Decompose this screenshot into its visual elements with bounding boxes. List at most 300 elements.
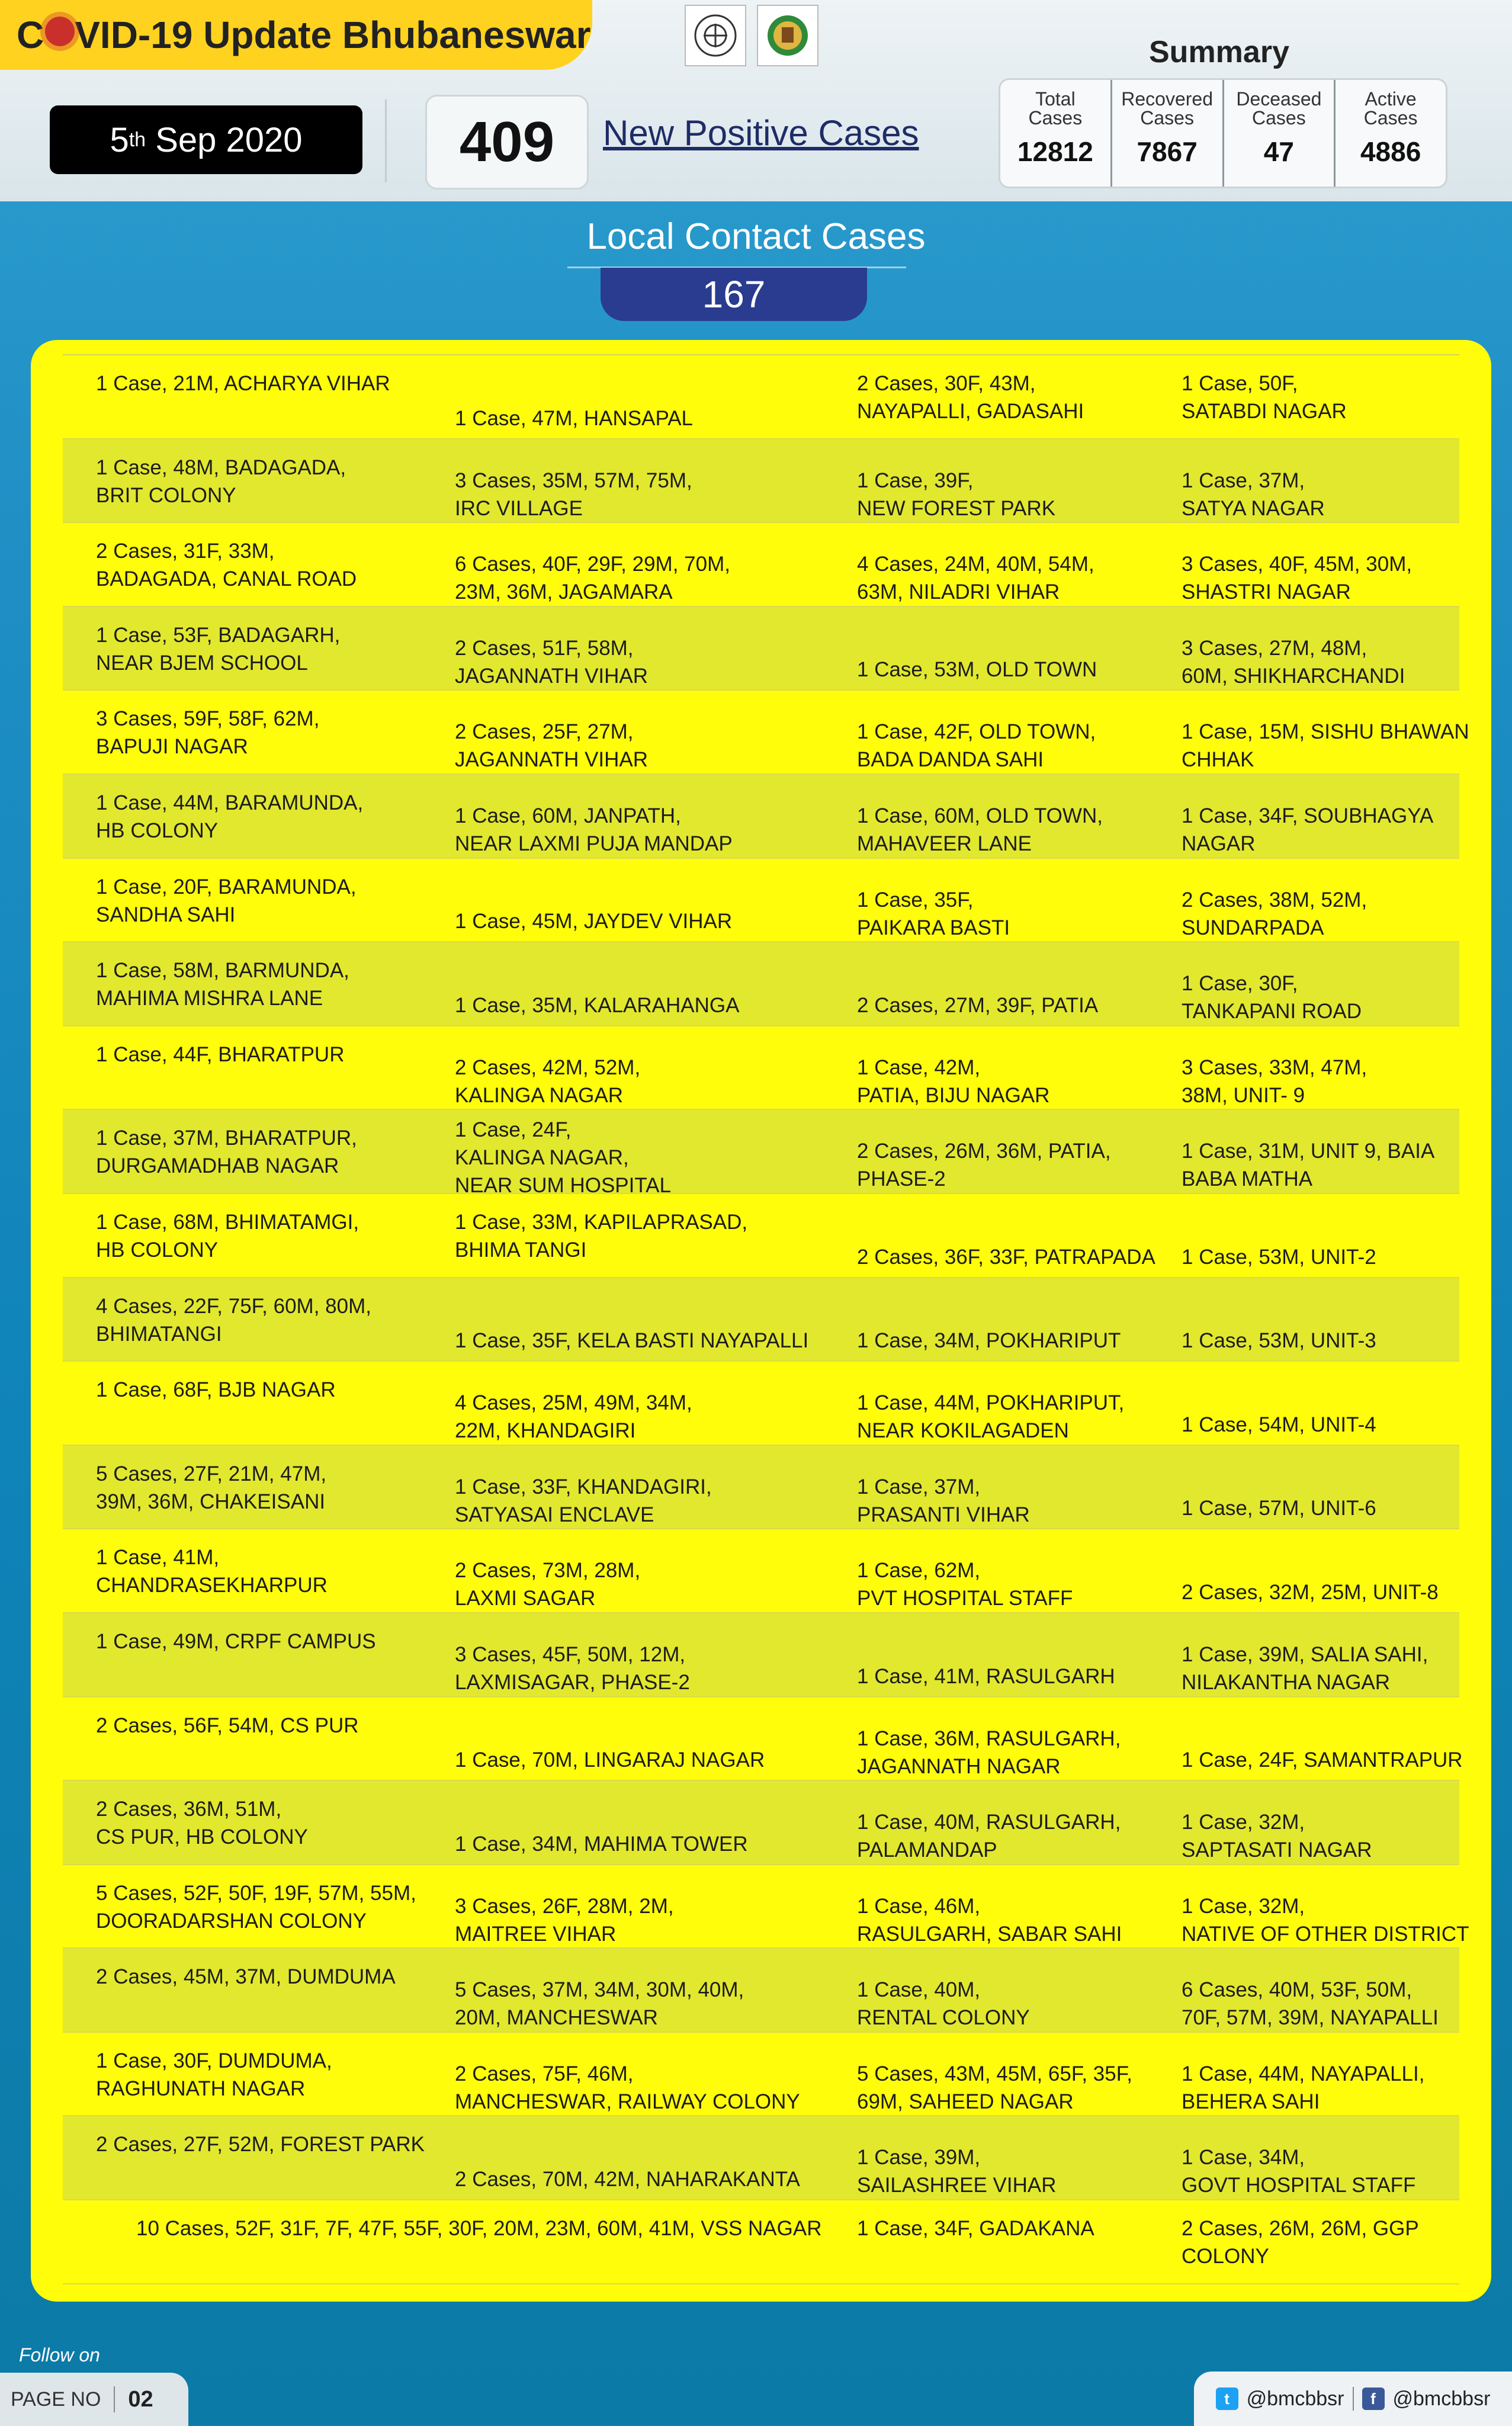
case-line: 2 Cases, 30F, 43M,: [857, 372, 1036, 395]
case-entry: [455, 1557, 810, 1612]
bmc-logo: [757, 5, 818, 66]
case-line: 1 Case, 47M, HANSAPAL: [455, 406, 694, 430]
case-line: 3 Cases, 26F, 28M, 2M,: [455, 1894, 674, 1918]
summary-box: [999, 78, 1447, 188]
case-line: NILAKANTHA NAGAR: [1182, 1670, 1391, 1694]
case-line: 2 Cases, 70M, 42M, NAHARAKANTA: [455, 2168, 800, 2191]
case-line: PALAMANDAP: [857, 1838, 997, 1862]
case-entry: [96, 1795, 451, 1851]
case-line: GOVT HOSPITAL STAFF: [1182, 2174, 1416, 2197]
summary-label: Cases: [1028, 107, 1083, 129]
summary-label: Cases: [1252, 107, 1306, 129]
case-line: 2 Cases, 36F, 33F, PATRAPADA: [857, 1245, 1155, 1269]
case-line: BHIMA TANGI: [455, 1238, 587, 1262]
summary-label: Active: [1365, 88, 1417, 110]
page-number: 02: [128, 2386, 153, 2412]
case-entry: [455, 1892, 810, 1948]
case-entry: [1182, 718, 1512, 774]
summary-label: Total: [1035, 88, 1076, 110]
case-line: HB COLONY: [96, 1238, 219, 1262]
summary-value: 4886: [1360, 136, 1421, 167]
case-entry: [455, 1746, 810, 1774]
table-row: [63, 1110, 1459, 1198]
social-links: [1194, 2372, 1512, 2426]
table-row: [63, 523, 1459, 607]
case-line: 1 Case, 44M, BARAMUNDA,: [96, 791, 364, 814]
report-date: [50, 105, 362, 174]
case-line: 1 Case, 39M,: [857, 2146, 981, 2170]
case-line: 1 Case, 35M, KALARAHANGA: [455, 993, 740, 1017]
case-entry: [1182, 802, 1512, 858]
summary-deceased: [1222, 80, 1334, 187]
case-entry: [96, 1376, 451, 1404]
table-row: [63, 1865, 1469, 1949]
case-line: MAITREE VIHAR: [455, 1922, 617, 1946]
case-line: SATYA NAGAR: [1182, 496, 1325, 520]
section-count: 167: [601, 268, 867, 321]
case-line: 1 Case, 53M, OLD TOWN: [857, 658, 1097, 682]
case-line: JAGANNATH VIHAR: [455, 748, 649, 772]
case-entry: [96, 1963, 451, 1991]
table-row: [63, 942, 1459, 1026]
case-line: 1 Case, 33F, KHANDAGIRI,: [455, 1475, 712, 1498]
case-line: 1 Case, 44F, BHARATPUR: [96, 1042, 345, 1066]
case-line: 1 Case, 30F,: [1182, 972, 1298, 996]
case-entry: [455, 907, 810, 935]
case-entry: [1182, 2143, 1512, 2199]
case-entry: [1182, 1327, 1512, 1355]
case-entry: [857, 1389, 1212, 1445]
summary-recovered: [1110, 80, 1222, 187]
case-line: MANCHESWAR, RAILWAY COLONY: [455, 2090, 800, 2113]
case-line: 1 Case, 68F, BJB NAGAR: [96, 1378, 336, 1402]
case-line: 1 Case, 39F,: [857, 468, 974, 492]
case-entry: [1182, 1137, 1512, 1193]
case-line: DOORADARSHAN COLONY: [96, 1909, 367, 1933]
case-line: 2 Cases, 51F, 58M,: [455, 636, 634, 660]
case-entry: [96, 789, 451, 845]
case-line: NAGAR: [1182, 832, 1256, 855]
case-line: MAHAVEER LANE: [857, 832, 1032, 855]
case-entry: [455, 991, 810, 1019]
case-line: 38M, UNIT- 9: [1182, 1083, 1305, 1107]
case-line: 6 Cases, 40F, 29F, 29M, 70M,: [455, 553, 730, 576]
title-rest: VID-19 Update Bhubaneswar: [75, 14, 591, 56]
case-entry: [857, 1054, 1212, 1109]
case-entry: [1182, 2215, 1512, 2270]
case-line: IRC VILLAGE: [455, 496, 583, 520]
table-row: [63, 1529, 1459, 1613]
case-entry: [455, 2060, 810, 2116]
case-line: SATYASAI ENCLAVE: [455, 1503, 654, 1526]
case-entry: [1182, 1641, 1512, 1696]
case-line: 1 Case, 53F, BADAGARH,: [96, 623, 341, 647]
case-line: 1 Case, 48M, BADAGADA,: [96, 455, 346, 479]
case-line: 5 Cases, 43M, 45M, 65F, 35F,: [857, 2062, 1132, 2085]
case-line: NEW FOREST PARK: [857, 496, 1056, 520]
case-line: 1 Case, 32M,: [1182, 1894, 1305, 1918]
case-line: SUNDARPADA: [1182, 916, 1324, 939]
facebook-icon[interactable]: f: [1362, 2388, 1385, 2410]
case-line: 1 Case, 21M, ACHARYA VIHAR: [96, 372, 390, 395]
case-line: PATIA, BIJU NAGAR: [857, 1083, 1050, 1107]
summary-value: 12812: [1017, 136, 1093, 167]
case-entry: [857, 1892, 1212, 1948]
case-line: 1 Case, 50F,: [1182, 372, 1298, 395]
twitter-handle[interactable]: @bmcbbsr: [1246, 2387, 1344, 2410]
case-entry: [857, 1137, 1212, 1193]
virus-icon: [45, 17, 75, 46]
case-line: 1 Case, 49M, CRPF CAMPUS: [96, 1629, 376, 1653]
case-line: HB COLONY: [96, 819, 219, 842]
case-line: 1 Case, 30F, DUMDUMA,: [96, 2049, 332, 2072]
case-entry: [857, 1725, 1212, 1780]
case-entry: [1182, 1243, 1512, 1271]
divider: [1353, 2387, 1354, 2411]
case-entry: [1182, 886, 1512, 942]
case-line: PHASE-2: [857, 1167, 946, 1191]
case-line: 2 Cases, 75F, 46M,: [455, 2062, 634, 2085]
case-entry: [857, 1243, 1212, 1271]
case-line: BRIT COLONY: [96, 483, 236, 507]
case-line: 2 Cases, 27M, 39F, PATIA: [857, 993, 1099, 1017]
case-entry: [96, 621, 451, 677]
new-cases-label: New Positive Cases: [603, 113, 919, 153]
table-row: [63, 607, 1459, 691]
case-line: 1 Case, 37M,: [857, 1475, 981, 1498]
case-line: 1 Case, 46M,: [857, 1894, 981, 1918]
case-line: 5 Cases, 52F, 50F, 19F, 57M, 55M,: [96, 1881, 416, 1905]
case-line: 1 Case, 40M,: [857, 1978, 981, 2002]
case-entry: [96, 454, 451, 509]
case-line: 2 Cases, 45M, 37M, DUMDUMA: [96, 1965, 396, 1989]
case-line: 2 Cases, 32M, 25M, UNIT-8: [1182, 1580, 1439, 1604]
header: [0, 0, 1512, 201]
case-line: NEAR BJEM SCHOOL: [96, 651, 308, 675]
case-line: 1 Case, 62M,: [857, 1559, 981, 1583]
summary-value: 7867: [1137, 136, 1198, 167]
case-line: 2 Cases, 25F, 27M,: [455, 720, 634, 744]
case-line: 63M, NILADRI VIHAR: [857, 580, 1060, 604]
title-prefix: C: [17, 14, 44, 56]
case-line: 1 Case, 57M, UNIT-6: [1182, 1497, 1376, 1520]
table-row: [63, 1613, 1459, 1697]
case-line: 1 Case, 24F,: [455, 1118, 572, 1142]
case-entry: [96, 1208, 451, 1264]
case-line: 1 Case, 44M, POKHARIPUT,: [857, 1391, 1125, 1415]
case-entry: [455, 1208, 810, 1264]
case-line: 1 Case, 58M, BARMUNDA,: [96, 959, 349, 983]
case-entry: [1182, 1054, 1512, 1109]
case-line: SATABDI NAGAR: [1182, 400, 1347, 423]
case-line: 5 Cases, 27F, 21M, 47M,: [96, 1462, 327, 1485]
case-entry: [455, 405, 810, 432]
case-line: 2 Cases, 73M, 28M,: [455, 1559, 641, 1583]
case-line: 1 Case, 20F, BARAMUNDA,: [96, 875, 357, 898]
case-line: 1 Case, 42F, OLD TOWN,: [857, 720, 1096, 744]
case-entry: [1182, 550, 1512, 606]
case-line: CS PUR, HB COLONY: [96, 1825, 308, 1849]
case-line: 2 Cases, 26M, 36M, PATIA,: [857, 1140, 1111, 1163]
case-line: COLONY: [1182, 2245, 1269, 2268]
case-entry: [857, 656, 1212, 683]
case-entry: [455, 550, 810, 606]
page-indicator: [0, 2373, 188, 2426]
case-line: 1 Case, 37M, BHARATPUR,: [96, 1127, 357, 1150]
case-line: SANDHA SAHI: [96, 903, 236, 926]
case-entry: [455, 802, 810, 858]
case-line: 3 Cases, 27M, 48M,: [1182, 636, 1367, 660]
case-line: 2 Cases, 36M, 51M,: [96, 1798, 282, 1821]
table-row: [63, 775, 1459, 859]
case-entry: [96, 1712, 451, 1740]
summary-value: 47: [1263, 136, 1294, 167]
divider: [114, 2386, 115, 2412]
case-entry: [857, 991, 1212, 1019]
case-line: 1 Case, 40M, RASULGARH,: [857, 1811, 1121, 1834]
case-line: 4 Cases, 22F, 75F, 60M, 80M,: [96, 1294, 371, 1318]
case-entry: [455, 467, 810, 522]
table-row: [63, 1362, 1459, 1446]
case-line: 1 Case, 39M, SALIA SAHI,: [1182, 1642, 1428, 1666]
case-line: JAGANNATH NAGAR: [857, 1754, 1061, 1778]
case-line: 1 Case, 37M,: [1182, 468, 1305, 492]
table-row: [63, 691, 1469, 775]
table-row: [63, 1446, 1459, 1530]
table-row: [63, 1697, 1463, 1782]
case-entry: [857, 1557, 1212, 1612]
case-entry: [1182, 370, 1512, 425]
case-line: MAHIMA MISHRA LANE: [96, 987, 323, 1010]
case-entry: [857, 718, 1212, 774]
case-line: CHHAK: [1182, 748, 1254, 772]
case-line: 1 Case, 34M, MAHIMA TOWER: [455, 1832, 748, 1856]
case-entry: [1182, 1746, 1512, 1774]
case-line: BEHERA SAHI: [1182, 2090, 1320, 2113]
case-entry: [1182, 634, 1512, 690]
case-line: BAPUJI NAGAR: [96, 735, 248, 759]
new-cases-count: 409: [425, 95, 589, 190]
table-row: [63, 355, 1459, 439]
case-line: 3 Cases, 35M, 57M, 75M,: [455, 468, 692, 492]
table-row: [63, 1949, 1459, 2033]
case-line: RASULGARH, SABAR SAHI: [857, 1922, 1122, 1946]
date-day: 5: [110, 120, 129, 159]
cases-table: [63, 354, 1469, 2284]
case-entry: [96, 1543, 451, 1599]
case-line: 2 Cases, 42M, 52M,: [455, 1055, 641, 1079]
case-line: 1 Case, 54M, UNIT-4: [1182, 1413, 1376, 1436]
case-entry: [96, 370, 451, 397]
table-row: [63, 1278, 1459, 1362]
case-line: LAXMI SAGAR: [455, 1587, 596, 1610]
case-entry: [455, 1830, 810, 1858]
odisha-emblem-logo: [685, 5, 746, 66]
case-line: 1 Case, 60M, OLD TOWN,: [857, 804, 1103, 827]
case-entry: [96, 2130, 451, 2158]
table-row: [63, 1026, 1459, 1111]
case-line: 4 Cases, 25M, 49M, 34M,: [455, 1391, 692, 1415]
case-line: 1 Case, 60M, JANPATH,: [455, 804, 681, 827]
case-line: 1 Case, 68M, BHIMATAMGI,: [96, 1210, 359, 1234]
case-entry: [96, 1292, 451, 1348]
case-line: NEAR LAXMI PUJA MANDAP: [455, 832, 733, 855]
case-line: 60M, SHIKHARCHANDI: [1182, 664, 1405, 688]
case-entry: [96, 1628, 451, 1655]
table-row: [63, 859, 1459, 943]
page-label: PAGE NO: [11, 2388, 101, 2411]
follow-label: Follow on: [19, 2344, 100, 2366]
case-line: 1 Case, 44M, NAYAPALLI,: [1182, 2062, 1425, 2085]
summary-total: [1000, 80, 1110, 187]
table-row: [63, 2200, 1459, 2284]
facebook-handle[interactable]: @bmcbbsr: [1392, 2387, 1491, 2410]
title-banner: [0, 0, 592, 70]
case-line: 6 Cases, 40M, 53F, 50M,: [1182, 1978, 1413, 2002]
case-line: NAYAPALLI, GADASAHI: [857, 400, 1084, 423]
case-line: DURGAMADHAB NAGAR: [96, 1154, 339, 1178]
case-entry: [1182, 2060, 1512, 2116]
twitter-icon[interactable]: t: [1216, 2388, 1238, 2410]
app-title: [17, 13, 591, 57]
case-line: 1 Case, 34F, SOUBHAGYA: [1182, 804, 1434, 827]
summary-active: [1334, 80, 1446, 187]
case-line: RAGHUNATH NAGAR: [96, 2077, 306, 2100]
case-line: 1 Case, 35F, KELA BASTI NAYAPALLI: [455, 1329, 809, 1353]
case-line: PRASANTI VIHAR: [857, 1503, 1030, 1526]
case-entry: [1182, 970, 1512, 1025]
case-entry: 10 Cases, 52F, 31F, 7F, 47F, 55F, 30F, 20M, 23M, 60M, 41M, VSS NAGAR: [136, 2217, 822, 2241]
case-line: LAXMISAGAR, PHASE-2: [455, 1670, 690, 1694]
case-entry: [857, 886, 1212, 942]
table-row: [63, 1781, 1459, 1865]
summary-title: Summary: [1149, 35, 1289, 69]
case-entry: [857, 1976, 1212, 2032]
case-line: 1 Case, 15M, SISHU BHAWAN: [1182, 720, 1469, 744]
case-line: TANKAPANI ROAD: [1182, 1000, 1362, 1023]
case-line: 1 Case, 24F, SAMANTRAPUR: [1182, 1748, 1463, 1772]
case-line: PAIKARA BASTI: [857, 916, 1010, 939]
case-entry: [857, 802, 1212, 858]
case-line: 2 Cases, 27F, 52M, FOREST PARK: [96, 2133, 425, 2157]
case-entry: [857, 1808, 1212, 1864]
table-row: [63, 2033, 1459, 2117]
case-entry: [96, 1879, 451, 1935]
case-line: 2 Cases, 31F, 33M,: [96, 540, 275, 563]
case-line: 1 Case, 31M, UNIT 9, BAIA: [1182, 1140, 1435, 1163]
case-entry: [455, 2165, 810, 2193]
case-line: CHANDRASEKHARPUR: [96, 1574, 328, 1597]
case-line: 3 Cases, 45F, 50M, 12M,: [455, 1642, 686, 1666]
date-rest: Sep 2020: [146, 120, 303, 159]
case-entry: [96, 1460, 451, 1516]
case-entry: [96, 705, 451, 760]
case-entry: [455, 634, 810, 690]
case-line: NEAR SUM HOSPITAL: [455, 1174, 671, 1198]
case-line: 1 Case, 41M,: [96, 1546, 220, 1570]
case-entry: [857, 2060, 1212, 2116]
case-line: PVT HOSPITAL STAFF: [857, 1587, 1073, 1610]
case-line: JAGANNATH VIHAR: [455, 664, 649, 688]
case-entry: [857, 1473, 1212, 1529]
table-row: [63, 1194, 1459, 1278]
case-line: NATIVE OF OTHER DISTRICT: [1182, 1922, 1469, 1946]
case-entry: [455, 1054, 810, 1109]
case-line: NEAR KOKILAGADEN: [857, 1419, 1069, 1443]
case-line: 70F, 57M, 39M, NAYAPALLI: [1182, 2006, 1439, 2030]
case-entry: [96, 1041, 451, 1068]
summary-label: Recovered: [1121, 88, 1213, 110]
case-entry: [96, 537, 451, 593]
case-line: 3 Cases, 59F, 58F, 62M,: [96, 707, 320, 731]
case-line: 69M, SAHEED NAGAR: [857, 2090, 1074, 2113]
case-line: BABA MATHA: [1182, 1167, 1313, 1191]
case-entry: [455, 1327, 810, 1355]
case-line: SAILASHREE VIHAR: [857, 2174, 1057, 2197]
section-title: Local Contact Cases: [586, 216, 926, 257]
case-line: 1 Case, 32M,: [1182, 1811, 1305, 1834]
case-entry: [1182, 1976, 1512, 2032]
case-line: 22M, KHANDAGIRI: [455, 1419, 636, 1443]
case-entry: [1182, 1808, 1512, 1864]
case-line: SHASTRI NAGAR: [1182, 580, 1351, 604]
case-line: 1 Case, 33M, KAPILAPRASAD,: [455, 1210, 748, 1234]
case-entry: [455, 1116, 810, 1199]
case-line: 1 Case, 45M, JAYDEV VIHAR: [455, 910, 733, 933]
table-row: [63, 2116, 1459, 2200]
case-line: 1 Case, 35F,: [857, 888, 974, 912]
case-entry: [455, 1641, 810, 1696]
case-line: 1 Case, 36M, RASULGARH,: [857, 1727, 1121, 1750]
case-entry: [857, 467, 1212, 522]
case-entry: [857, 550, 1212, 606]
cases-panel: [31, 340, 1491, 2302]
divider: [385, 100, 387, 182]
case-line: 20M, MANCHESWAR: [455, 2006, 658, 2030]
case-line: 2 Cases, 56F, 54M, CS PUR: [96, 1713, 359, 1737]
case-line: 3 Cases, 33M, 47M,: [1182, 1055, 1367, 1079]
case-entry: [455, 718, 810, 774]
case-line: KALINGA NAGAR,: [455, 1146, 629, 1170]
case-entry: [96, 873, 451, 929]
case-entry: [96, 957, 451, 1012]
case-line: 1 Case, 41M, RASULGARH: [857, 1664, 1115, 1688]
case-line: 23M, 36M, JAGAMARA: [455, 580, 673, 604]
table-row: [63, 439, 1459, 524]
case-line: BADA DANDA SAHI: [857, 748, 1044, 772]
case-line: 3 Cases, 40F, 45M, 30M,: [1182, 553, 1413, 576]
case-entry: 1 Case, 34F, GADAKANA: [857, 2217, 1094, 2241]
case-entry: [857, 370, 1212, 425]
summary-label: Deceased: [1236, 88, 1322, 110]
case-line: 1 Case, 70M, LINGARAJ NAGAR: [455, 1748, 765, 1772]
case-entry: [1182, 1411, 1512, 1439]
case-line: RENTAL COLONY: [857, 2006, 1030, 2030]
case-line: 39M, 36M, CHAKEISANI: [96, 1490, 326, 1513]
case-line: 5 Cases, 37M, 34M, 30M, 40M,: [455, 1978, 744, 2002]
case-line: 1 Case, 34M,: [1182, 2146, 1305, 2170]
case-entry: [96, 2047, 451, 2103]
case-line: 2 Cases, 26M, 26M, GGP: [1182, 2217, 1419, 2241]
case-entry: [857, 1327, 1212, 1355]
case-line: 1 Case, 53M, UNIT-2: [1182, 1245, 1376, 1269]
case-entry: [857, 1663, 1212, 1690]
case-line: 1 Case, 42M,: [857, 1055, 981, 1079]
case-entry: [1182, 1578, 1512, 1606]
case-line: 1 Case, 53M, UNIT-3: [1182, 1329, 1376, 1353]
summary-label: Cases: [1363, 107, 1418, 129]
case-entry: [455, 1473, 810, 1529]
